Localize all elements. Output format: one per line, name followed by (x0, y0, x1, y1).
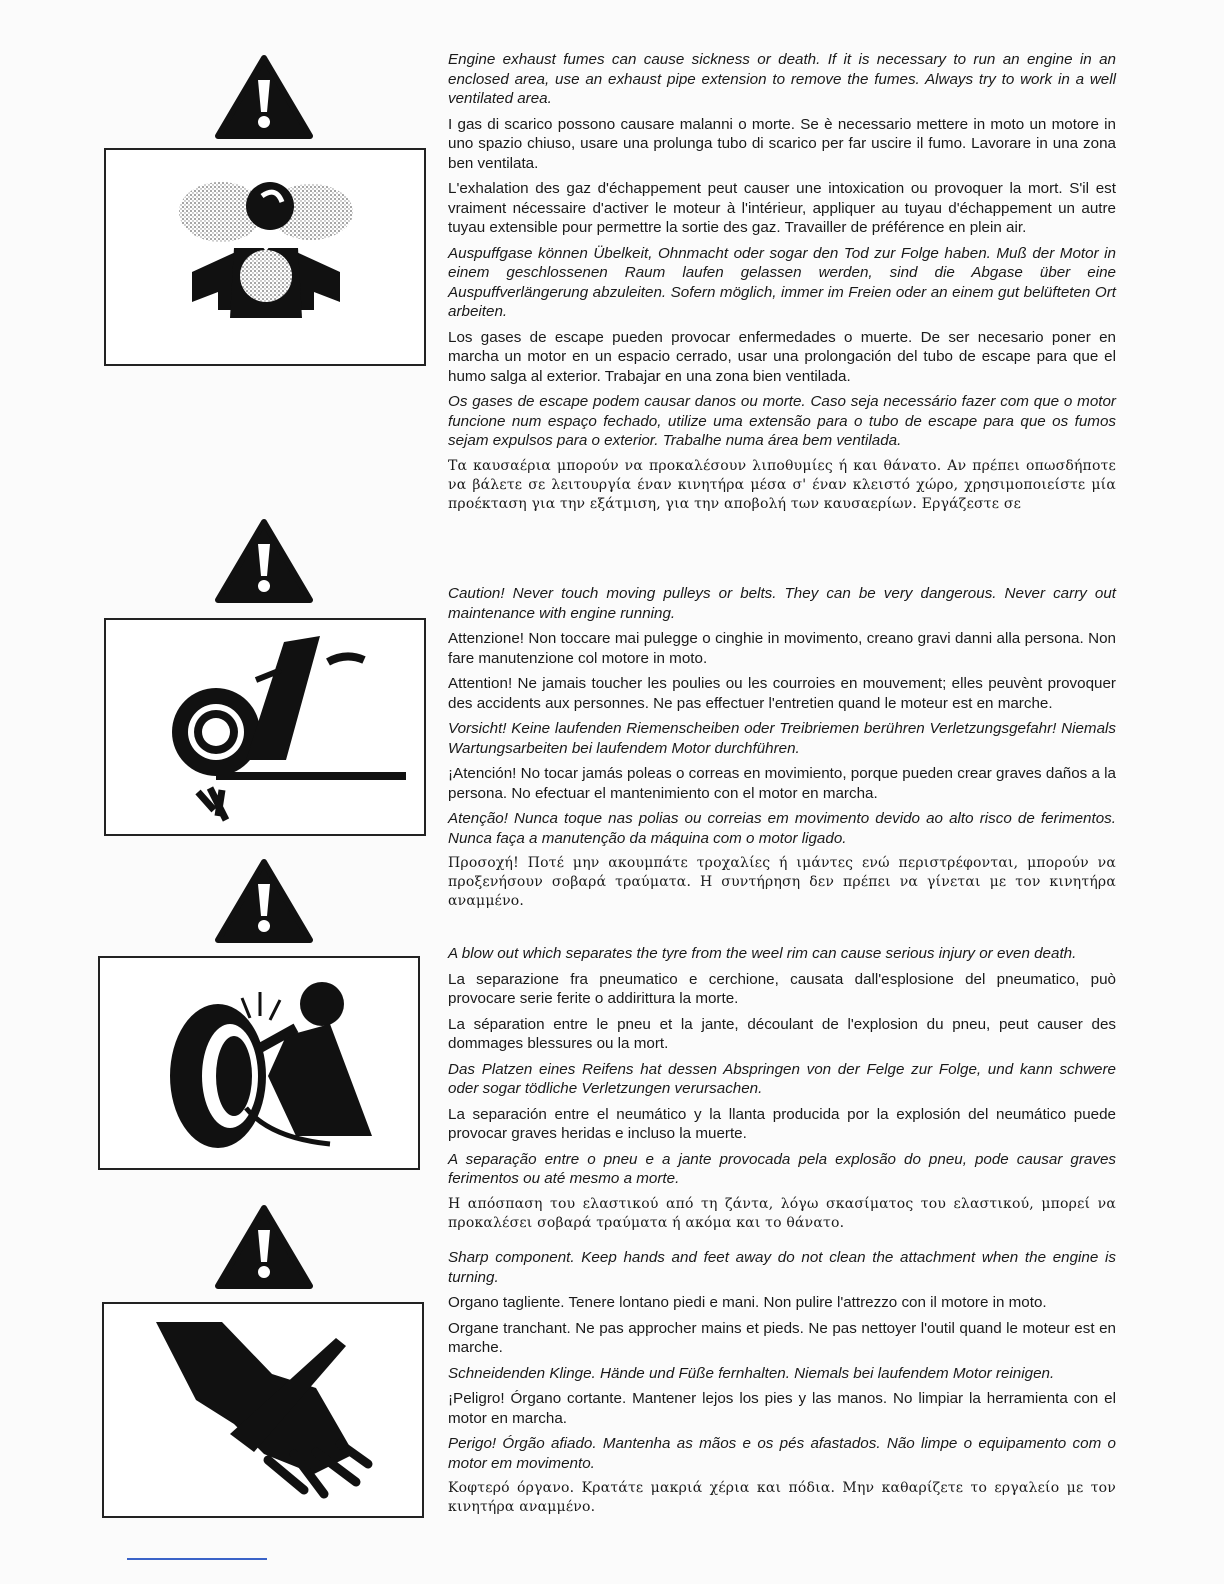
paragraph-fr: L'exhalation des gaz d'échappement peut causer une intoxication ou provoquer la mort. S'il est vraiment nécessaire d'activer le moteur à l'intérieur, appliquer au tuyau d'échappement un autre tuyau extensible pour permettre la sortie des gaz. Travailler de préférence en plein air. (448, 180, 1116, 236)
paragraph-fr: Organe tranchant. Ne pas approcher mains et pieds. Ne pas nettoyer l'outil quand le moteur est en marche. (448, 1319, 1116, 1356)
paragraph-it: Attenzione! Non toccare mai pulegge o cinghie in movimento, creano gravi danni alla persona. Non fare manutenzione col motore in moto. (448, 630, 1116, 667)
paragraph-el: Κοφτερό όργανο. Κρατάτε μακριά χέρια και πόδια. Μην καθαρίζετε το εργαλείο με τον κινητήρα αναμμένο. (448, 1480, 1116, 1515)
paragraph-de: Vorsicht! Keine laufenden Riemenscheiben oder Treibriemen berühren Verletzungsgefahr! Niemals Wartungsarbeiten bei laufendem Motor durchführen. (448, 720, 1116, 757)
exhaust-fumes-icon (106, 150, 424, 364)
tyre-blowout-pictogram (98, 956, 420, 1170)
tyre-explosion-icon (100, 958, 418, 1168)
paragraph-es: Los gases de escape pueden provocar enfermedades o muerte. De ser necesario poner en marcha un motor en un espacio cerrado, usar una prolongación del tubo de escape para que el humo salga al exterior. Trabajar en una zona bien ventilada. (448, 328, 1116, 385)
paragraph-el: Η απόσπαση του ελαστικού από τη ζάντα, λόγω σκασίματος του ελαστικού, μπορεί να προκαλέσει σοβαρά τραύματα ή ακόμα και το θάνατο. (448, 1195, 1116, 1231)
paragraph-es: ¡Peligro! Órgano cortante. Mantener lejos los pies y las manos. No limpiar la herramienta con el motor en marcha. (448, 1390, 1116, 1427)
paragraph-it: La separazione fra pneumatico e cerchione, causata dall'esplosione del pneumatico, può provocare serie ferite o addirittura la morte. (448, 970, 1116, 1007)
paragraph-el: Τα καυσαέρια μπορούν να προκαλέσουν λιποθυμίες ή και θάνατο. Αν πρέπει οπωσδήποτε να βάλετε σε λειτουργία έναν κινητήρα μέσα σ' έναν κλειστό χώρο, χρησιμοποιείστε μία προέκταση για την εξάτμιση, για την αποβολή των καυσαερίων. Εργάζεστε σε (448, 457, 1116, 512)
paragraph-en: Engine exhaust fumes can cause sickness or death. If it is necessary to run an engine in an enclosed area, use an exhaust pipe extension to remove the fumes. Always try to work in a well ventilated area. (448, 51, 1116, 107)
paragraph-es: La separación entre el neumático y la llanta producida por la explosión del neumático puede provocar graves heridas e incluso la muerte. (448, 1105, 1116, 1142)
paragraph-pt: A separação entre o pneu e a jante provocada pela explosão do pneu, pode causar graves ferimentos ou até mesmo a morte. (448, 1150, 1116, 1187)
moving-pulley-pictogram (104, 618, 426, 836)
paragraph-pt: Atenção! Nunca toque nas polias ou correias em movimento devido ao alto risco de ferimentos. Nunca faça a manutenção da máquina com o motor ligado. (448, 810, 1116, 847)
warning-triangle-icon (214, 54, 314, 140)
warning-triangle-icon (214, 518, 314, 604)
footer-underline (127, 1558, 267, 1560)
exhaust-fumes-pictogram (104, 148, 426, 366)
pulley-belt-icon (106, 620, 424, 834)
sharp-blade-hand-pictogram (102, 1302, 424, 1518)
paragraph-de: Auspuffgase können Übelkeit, Ohnmacht oder sogar den Tod zur Folge haben. Muß der Motor in einem geschlossenen Raum laufen gelassen werden, sind die Abgase über eine Auspuffverlängerung abzuleiten. Sofern möglich, immer im Freien oder an einem gut belüfteten Ort arbeiten. (448, 244, 1116, 320)
paragraph-es: ¡Atención! No tocar jamás poleas o correas en movimiento, porque pueden crear graves daños a la persona. No efectuar el mantenimiento con el motor en marcha. (448, 765, 1116, 802)
exhaust-warning-text (448, 50, 1116, 520)
pulley-warning-text (448, 584, 1116, 917)
paragraph-it: Organo tagliente. Tenere lontano piedi e mani. Non pulire l'attrezzo con il motore in moto. (448, 1294, 1047, 1311)
paragraph-de: Das Platzen eines Reifens hat dessen Abspringen von der Felge zur Folge, und kann schwere oder sogar tödliche Verletzungen verursachen. (448, 1060, 1116, 1097)
warning-triangle-icon (214, 858, 314, 944)
sharp-component-warning-text (448, 1248, 1116, 1523)
paragraph-pt: Perigo! Órgão afiado. Mantenha as mãos e os pés afastados. Não limpe o equipamento com o motor em movimento. (448, 1435, 1116, 1472)
paragraph-pt: Os gases de escape podem causar danos ou morte. Caso seja necessário fazer com que o motor funcione num espaço fechado, utilize uma extensão para o tubo de escape para que os fumos sejam expulsos para o exterior. Trabalhe numa área bem ventilada. (448, 393, 1116, 449)
paragraph-en: Sharp component. Keep hands and feet away do not clean the attachment when the engine is turning. (448, 1249, 1116, 1286)
paragraph-el: Προσοχή! Ποτέ μην ακουμπάτε τροχαλίες ή ιμάντες ενώ περιστρέφονται, μπορούν να προξενήσουν σοβαρά τραύματα. Η συντήρηση δεν πρέπει να γίνεται με τον κινητήρα αναμμένο. (448, 855, 1116, 909)
hand-blade-icon (104, 1304, 422, 1516)
paragraph-it: I gas di scarico possono causare malanni o morte. Se è necessario mettere in moto un motore in uno spazio chiuso, usare una prolunga tubo di scarico per far uscire il fumo. Lavorare in una zona ben ventilata. (448, 115, 1116, 172)
tyre-warning-text (448, 944, 1116, 1239)
paragraph-fr: La séparation entre le pneu et la jante, découlant de l'explosion du pneu, peut causer des dommages blessures ou la mort. (448, 1015, 1116, 1052)
paragraph-fr: Attention! Ne jamais toucher les poulies ou les courroies en mouvement; elles peuvènt provoquer des accidents aux personnes. Ne pas effectuer l'entretien quand le moteur est en marche. (448, 675, 1116, 712)
paragraph-en: A blow out which separates the tyre from the weel rim can cause serious injury or even death. (448, 945, 1077, 962)
paragraph-en: Caution! Never touch moving pulleys or belts. They can be very dangerous. Never carry out maintenance with engine running. (448, 585, 1116, 622)
paragraph-de: Schneidenden Klinge. Hände und Füße fernhalten. Niemals bei laufendem Motor reinigen. (448, 1364, 1055, 1382)
warning-triangle-icon (214, 1204, 314, 1290)
